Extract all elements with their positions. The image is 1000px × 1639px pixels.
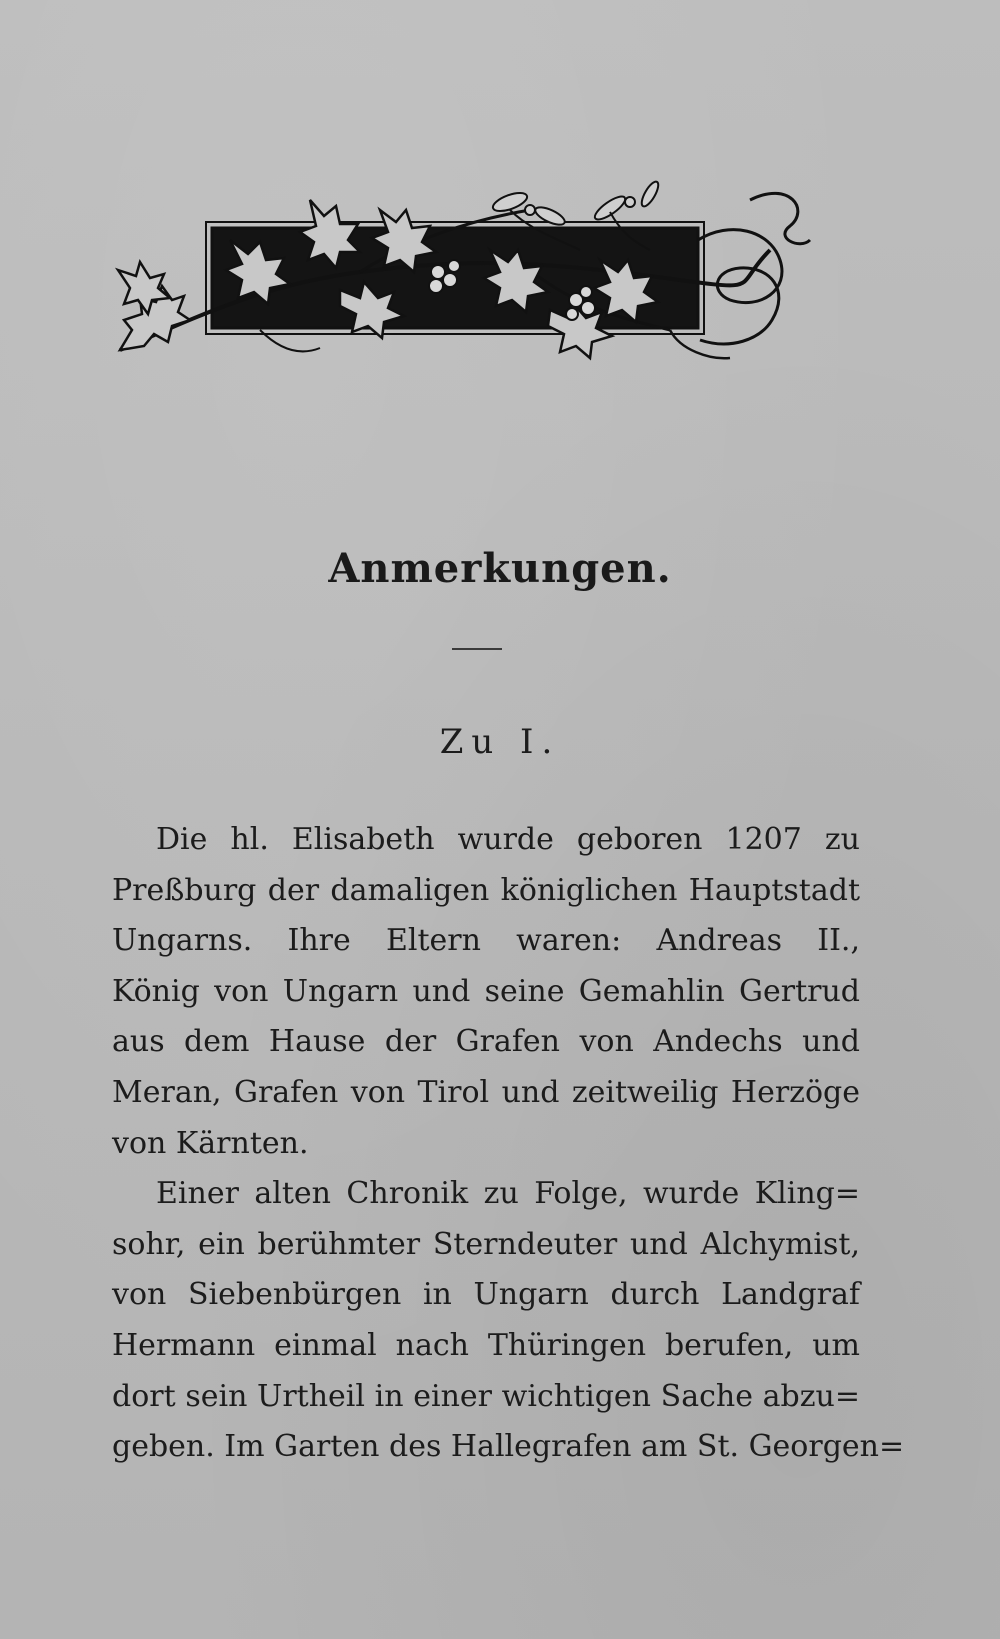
page-title: Anmerkungen.: [328, 545, 672, 592]
text-line: Die hl. Elisabeth wurde geboren 1207 zu: [156, 822, 860, 857]
text-line: dort sein Urtheil in einer wichtigen Sache abzu=: [112, 1378, 860, 1414]
section-heading: Zu I.: [439, 722, 561, 762]
text-line: geben. Im Garten des Hallegrafen am St. Georgen=: [112, 1429, 905, 1465]
text-line: Hermann einmal nach Thüringen berufen, um: [112, 1327, 860, 1363]
text-line: Ungarns. Ihre Eltern waren: Andreas II.,: [112, 923, 860, 959]
body-text: [112, 815, 905, 1473]
text-line: von Siebenbürgen in Ungarn durch Landgraf: [112, 1277, 860, 1313]
text-line: Meran, Grafen von Tirol und zeitweilig Herzöge: [112, 1074, 860, 1110]
text-line: Preßburg der damaligen königlichen Hauptstadt: [112, 872, 860, 908]
text-line: von Kärnten.: [112, 1125, 309, 1161]
text-line: Einer alten Chronik zu Folge, wurde Kling=: [156, 1176, 860, 1212]
title-divider: [452, 648, 502, 650]
text-line: sohr, ein berühmter Sterndeuter und Alchymist,: [112, 1226, 860, 1262]
text-line: König von Ungarn und seine Gemahlin Gertrud: [112, 973, 860, 1009]
text-line: aus dem Hause der Grafen von Andechs und: [112, 1024, 860, 1060]
holly-ornament-icon: [110, 180, 850, 390]
